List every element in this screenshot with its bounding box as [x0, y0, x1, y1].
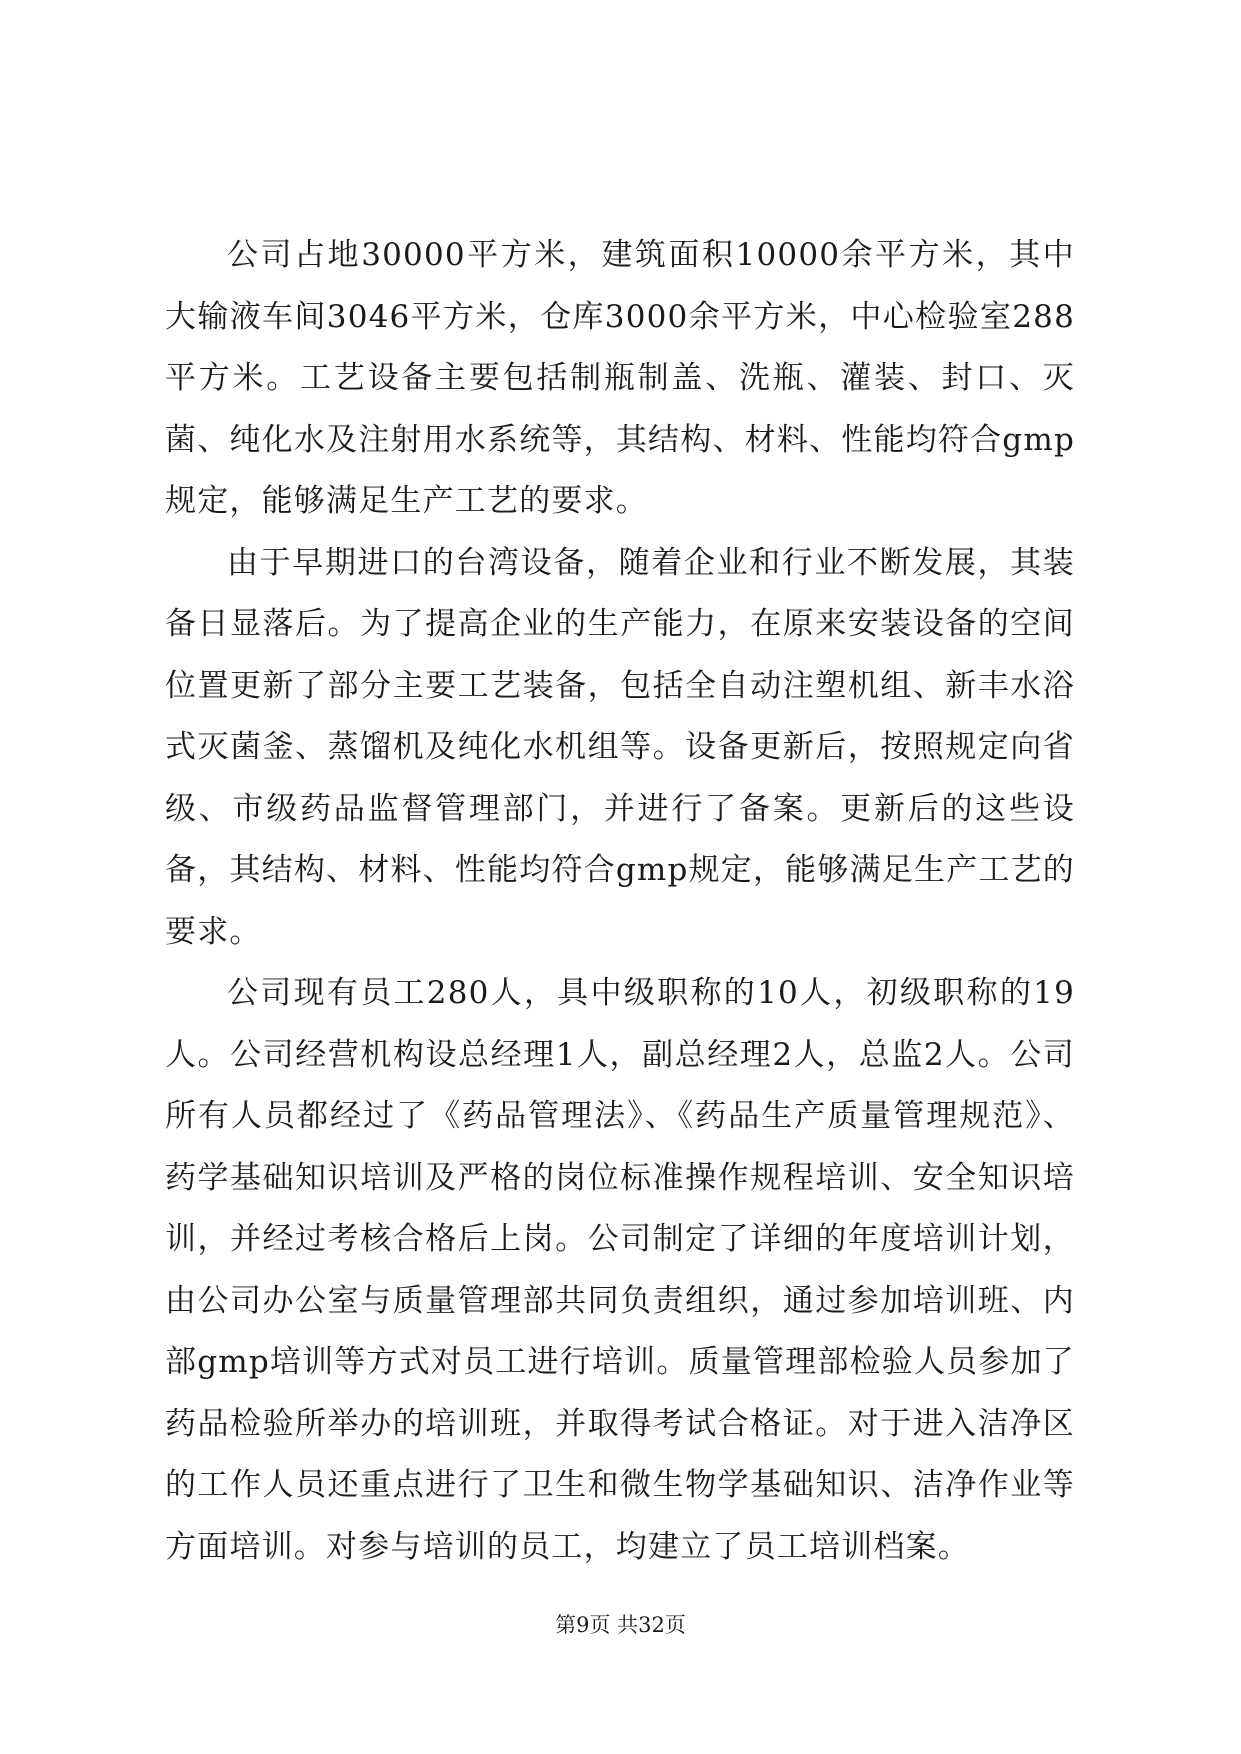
document-body [165, 225, 1075, 1578]
page-number-footer: 第9页 共32页 [555, 1613, 686, 1637]
paragraph-company-facilities: 公司占地30000平方米，建筑面积10000余平方米，其中大输液车间3046平方米，仓库3000余平方米，中心检验室288平方米。工艺设备主要包括制瓶制盖、洗瓶、灌装、封口、灭菌、纯化水及注射用水系统等，其结构、材料、性能均符合gmp规定，能够满足生产工艺的要求。 [165, 237, 1075, 519]
paragraph-staff-training: 公司现有员工280人，具中级职称的10人，初级职称的19人。公司经营机构设总经理1人，副总经理2人，总监2人。公司所有人员都经过了《药品管理法》、《药品生产质量管理规范》、药学基础知识培训及严格的岗位标准操作规程培训、安全知识培训，并经过考核合格后上岗。公司制定了详细的年度培训计划，由公司办公室与质量管理部共同负责组织，通过参加培训班、内部gmp培训等方式对员工进行培训。质量管理部检验人员参加了药品检验所举办的培训班，并取得考试合格证。对于进入洁净区的工作人员还重点进行了卫生和微生物学基础知识、洁净作业等方面培训。对参与培训的员工，均建立了员工培训档案。 [165, 975, 1075, 1565]
paragraph-equipment-update: 由于早期进口的台湾设备，随着企业和行业不断发展，其装备日显落后。为了提高企业的生产能力，在原来安装设备的空间位置更新了部分主要工艺装备，包括全自动注塑机组、新丰水浴式灭菌釜、蒸馏机及纯化水机组等。设备更新后，按照规定向省级、市级药品监督管理部门，并进行了备案。更新后的这些设备，其结构、材料、性能均符合gmp规定，能够满足生产工艺的要求。 [165, 544, 1075, 950]
